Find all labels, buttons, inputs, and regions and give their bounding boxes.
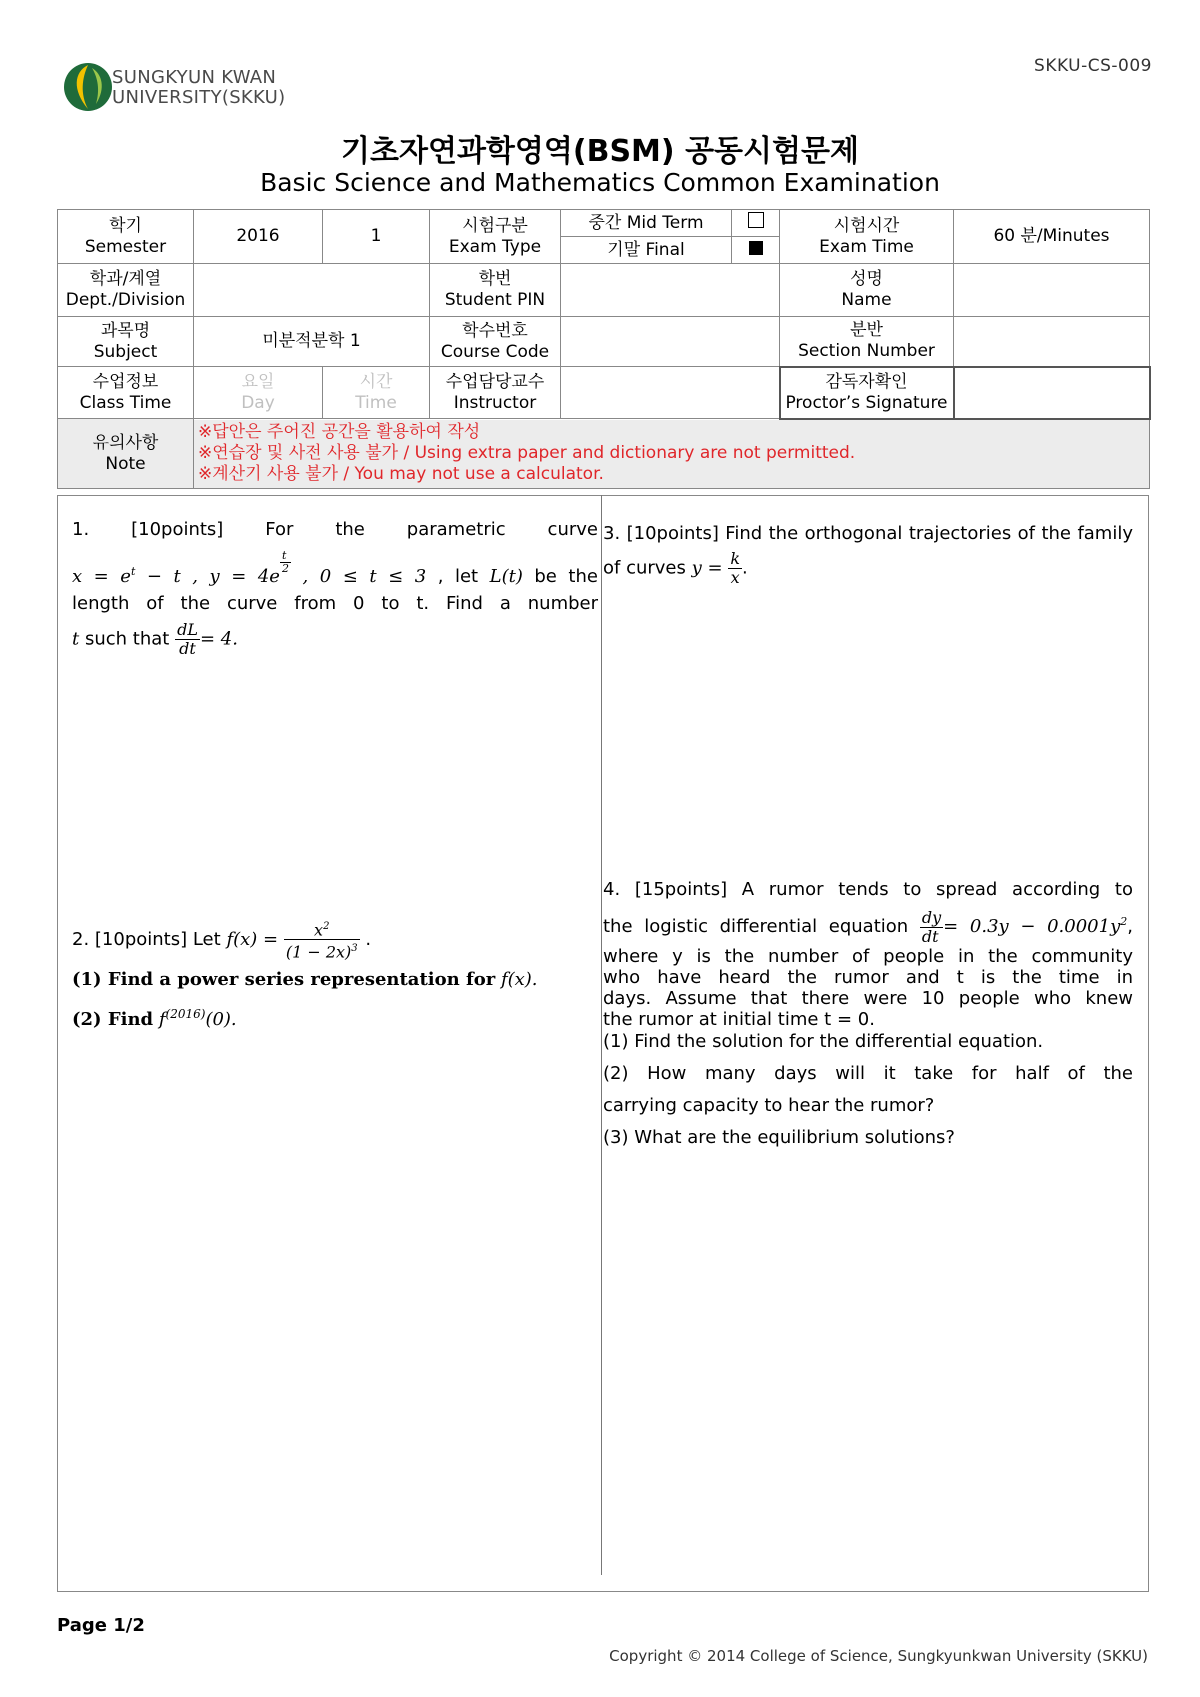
section-label-en: Section Number bbox=[798, 341, 935, 362]
q4-part3: (3) What are the equilibrium solutions? bbox=[603, 1126, 955, 1148]
name-label-en: Name bbox=[841, 290, 892, 310]
q3-fraction bbox=[728, 550, 742, 587]
exam-info-table bbox=[57, 209, 1151, 489]
course-code-label-ko: 학수번호 bbox=[462, 320, 528, 341]
proctor-signature-field[interactable] bbox=[954, 367, 1150, 419]
q1-t: t bbox=[72, 628, 80, 650]
exam-type-label-ko: 시험구분 bbox=[462, 215, 528, 236]
q3-k: k bbox=[730, 549, 741, 568]
dept-label bbox=[58, 264, 194, 317]
column-divider bbox=[601, 495, 602, 1575]
q1-range: , 0 ≤ t ≤ 3 bbox=[302, 566, 427, 587]
q2-den-base: (1 − 2x) bbox=[285, 942, 352, 962]
q4-line3: where y is the number of people in the community bbox=[603, 945, 1133, 967]
subject-label-ko: 과목명 bbox=[100, 320, 151, 341]
exam-type-label-en: Exam Type bbox=[448, 236, 542, 257]
subject-label bbox=[58, 317, 194, 367]
q1-line1: 1. [10points] For the parametric curve bbox=[72, 519, 598, 540]
course-code-field[interactable] bbox=[561, 317, 780, 367]
semester-year: 2016 bbox=[194, 210, 323, 264]
section-field[interactable] bbox=[954, 317, 1150, 367]
semester-label bbox=[58, 210, 194, 264]
semester-term: 1 bbox=[323, 210, 430, 264]
question-4 bbox=[603, 874, 1133, 1154]
title-korean: 기초자연과학영역(BSM) 공동시험문제 bbox=[341, 134, 859, 169]
proctor-label-ko: 감독자확인 bbox=[825, 371, 908, 392]
note-label-en: Note bbox=[105, 453, 146, 474]
q1-curve-x-rest: − t , bbox=[135, 566, 198, 587]
section-label-ko: 분반 bbox=[850, 320, 883, 341]
q1-exponent-num: t bbox=[280, 550, 291, 563]
q3-y-eq: y = bbox=[691, 557, 723, 579]
q4-comma: , bbox=[1127, 916, 1133, 937]
university-name-line2: UNIVERSITY(SKKU) bbox=[112, 87, 286, 108]
exam-type-label bbox=[430, 210, 561, 264]
q2-part1-text: (1) Find a power series representation for bbox=[72, 968, 496, 990]
q1-dt: dt bbox=[179, 639, 196, 658]
q4-line6: the rumor at initial time t = 0. bbox=[603, 1008, 875, 1030]
filled-checkbox-icon bbox=[749, 241, 763, 255]
exam-time-label-ko: 시험시간 bbox=[833, 215, 900, 236]
q4-part1: (1) Find the solution for the differential equation. bbox=[603, 1030, 1044, 1052]
q4-part2b: carrying capacity to hear the rumor? bbox=[603, 1094, 935, 1116]
q2-den-exp: 3 bbox=[351, 943, 358, 955]
note-content bbox=[194, 419, 1150, 489]
q2-part1-f: f(x). bbox=[500, 968, 538, 990]
q2-part2-rest: (0). bbox=[205, 1008, 237, 1030]
copyright-notice: Copyright © 2014 College of Science, Sungkyunkwan University (SKKU) bbox=[609, 1647, 1148, 1665]
instructor-field[interactable] bbox=[561, 367, 780, 419]
question-1 bbox=[72, 514, 598, 658]
q2-numerator bbox=[284, 918, 360, 940]
note-label bbox=[58, 419, 194, 489]
mid-term-option: 중간 Mid Term bbox=[561, 210, 732, 237]
course-code-label-en: Course Code bbox=[440, 341, 550, 362]
q1-derivative bbox=[175, 621, 200, 658]
q2-denominator bbox=[284, 940, 360, 961]
q1-curve-x: x = e bbox=[72, 566, 131, 587]
semester-label-en: Semester bbox=[84, 236, 167, 257]
q2-part2-f: f bbox=[158, 1008, 166, 1030]
q1-curve-y-exponent bbox=[280, 550, 291, 575]
q2-num-exp: 2 bbox=[323, 921, 330, 932]
empty-checkbox-icon bbox=[748, 212, 764, 228]
course-code-label bbox=[430, 317, 561, 367]
q1-L-of-t: L(t) bbox=[489, 566, 523, 587]
class-day-label-ko: 요일 bbox=[241, 371, 275, 392]
section-label bbox=[780, 317, 954, 367]
exam-time-label-en: Exam Time bbox=[819, 236, 914, 257]
q1-let: , let bbox=[437, 566, 479, 587]
proctor-label bbox=[780, 367, 954, 419]
name-label bbox=[780, 264, 954, 317]
university-name-line1: SUNGKYUN KWAN bbox=[112, 67, 277, 88]
q2-fx: f(x) = bbox=[226, 928, 279, 950]
q2-part2 bbox=[72, 998, 598, 1036]
final-checkbox[interactable] bbox=[732, 237, 780, 264]
student-pin-field[interactable] bbox=[561, 264, 780, 317]
q3-x: x bbox=[730, 568, 740, 587]
instructor-label-en: Instructor bbox=[453, 392, 537, 413]
dept-field[interactable] bbox=[194, 264, 430, 317]
q3-of-curves: of curves bbox=[603, 557, 686, 579]
q2-fraction bbox=[284, 918, 360, 962]
subject-label-en: Subject bbox=[93, 341, 158, 362]
exam-time-label bbox=[780, 210, 954, 264]
note-label-ko: 유의사항 bbox=[92, 432, 159, 453]
university-name bbox=[112, 68, 285, 108]
document-code: SKKU-CS-009 bbox=[1034, 56, 1152, 76]
q4-line2 bbox=[603, 906, 1133, 946]
note-line: ※연습장 및 사전 사용 불가 / Using extra paper and dictionary are not permitted. bbox=[198, 443, 856, 464]
q4-line2-text: the logistic differential equation bbox=[603, 916, 909, 937]
student-pin-label bbox=[430, 264, 561, 317]
dept-label-en: Dept./Division bbox=[65, 290, 186, 310]
q3-line1: 3. [10points] Find the orthogonal trajectories of the family bbox=[603, 523, 1133, 544]
q4-equation bbox=[920, 907, 1133, 946]
q3-line2 bbox=[603, 550, 1133, 587]
q2-part2-order: (2016) bbox=[165, 1006, 206, 1021]
mid-term-checkbox[interactable] bbox=[732, 210, 780, 237]
q4-line5: days. Assume that there were 10 people who knew bbox=[603, 987, 1133, 1009]
q2-period: . bbox=[365, 928, 372, 950]
q2-part2-text: (2) Find bbox=[72, 1008, 154, 1030]
title-english: Basic Science and Mathematics Common Examination bbox=[260, 168, 940, 197]
q4-rhs: = 0.3y − 0.0001y bbox=[943, 916, 1121, 937]
class-hour-label-en: Time bbox=[355, 392, 397, 413]
q1-line4 bbox=[72, 621, 598, 658]
q1-curve-y: y = 4e bbox=[209, 566, 280, 587]
q2-label: 2. [10points] Let bbox=[72, 928, 221, 950]
question-3 bbox=[603, 518, 1133, 587]
q4-derivative bbox=[920, 909, 943, 946]
class-day-label-en: Day bbox=[241, 392, 275, 413]
q4-line4: who have heard the rumor and t is the time in bbox=[603, 966, 1133, 988]
class-time-label bbox=[58, 367, 194, 419]
semester-label-ko: 학기 bbox=[109, 215, 142, 236]
q1-equals-4: = 4. bbox=[199, 628, 238, 650]
exam-time-value: 60 분/Minutes bbox=[954, 210, 1150, 264]
q2-num-base: x bbox=[314, 920, 324, 940]
class-hour-field[interactable] bbox=[323, 367, 430, 419]
question-2 bbox=[72, 918, 598, 1036]
q4-rhs-exp: 2 bbox=[1120, 915, 1128, 928]
class-time-label-en: Class Time bbox=[79, 392, 172, 413]
class-time-label-ko: 수업정보 bbox=[92, 371, 159, 392]
q1-be-the: be the bbox=[534, 566, 598, 587]
note-line: ※답안은 주어진 공간을 활용하여 작성 bbox=[198, 422, 481, 443]
q3-period: . bbox=[742, 557, 748, 579]
q4-part2a: (2) How many days will it take for half of the bbox=[603, 1062, 1133, 1084]
q4-dy: dy bbox=[921, 907, 942, 927]
instructor-label bbox=[430, 367, 561, 419]
student-pin-label-en: Student PIN bbox=[444, 290, 546, 310]
final-option: 기말 Final bbox=[561, 237, 732, 264]
q1-line3: length of the curve from 0 to t. Find a number bbox=[72, 593, 598, 614]
subject-value: 미분적분학 1 bbox=[194, 317, 430, 367]
note-line: ※계산기 사용 불가 / You may not use a calculator. bbox=[198, 464, 604, 485]
student-pin-label-ko: 학번 bbox=[478, 269, 512, 289]
q1-dL: dL bbox=[177, 620, 198, 639]
proctor-label-en: Proctor’s Signature bbox=[785, 392, 948, 413]
university-logo-icon bbox=[62, 60, 114, 114]
instructor-label-ko: 수업담당교수 bbox=[445, 371, 545, 392]
class-hour-label-ko: 시간 bbox=[359, 371, 393, 392]
class-day-field[interactable] bbox=[194, 367, 323, 419]
q2-line1 bbox=[72, 918, 598, 962]
q4-line1: 4. [15points] A rumor tends to spread according to bbox=[603, 879, 1133, 900]
dept-label-ko: 학과/계열 bbox=[89, 269, 162, 289]
page-number: Page 1/2 bbox=[57, 1615, 145, 1636]
q1-curve-x-exponent: t bbox=[130, 565, 136, 578]
name-field[interactable] bbox=[954, 264, 1150, 317]
q1-such-that: such that bbox=[84, 628, 170, 650]
q2-part1 bbox=[72, 964, 598, 996]
q1-line2 bbox=[72, 550, 598, 593]
q4-dt: dt bbox=[921, 926, 939, 946]
q1-exponent-den: 2 bbox=[281, 562, 289, 575]
name-label-ko: 성명 bbox=[850, 269, 883, 289]
